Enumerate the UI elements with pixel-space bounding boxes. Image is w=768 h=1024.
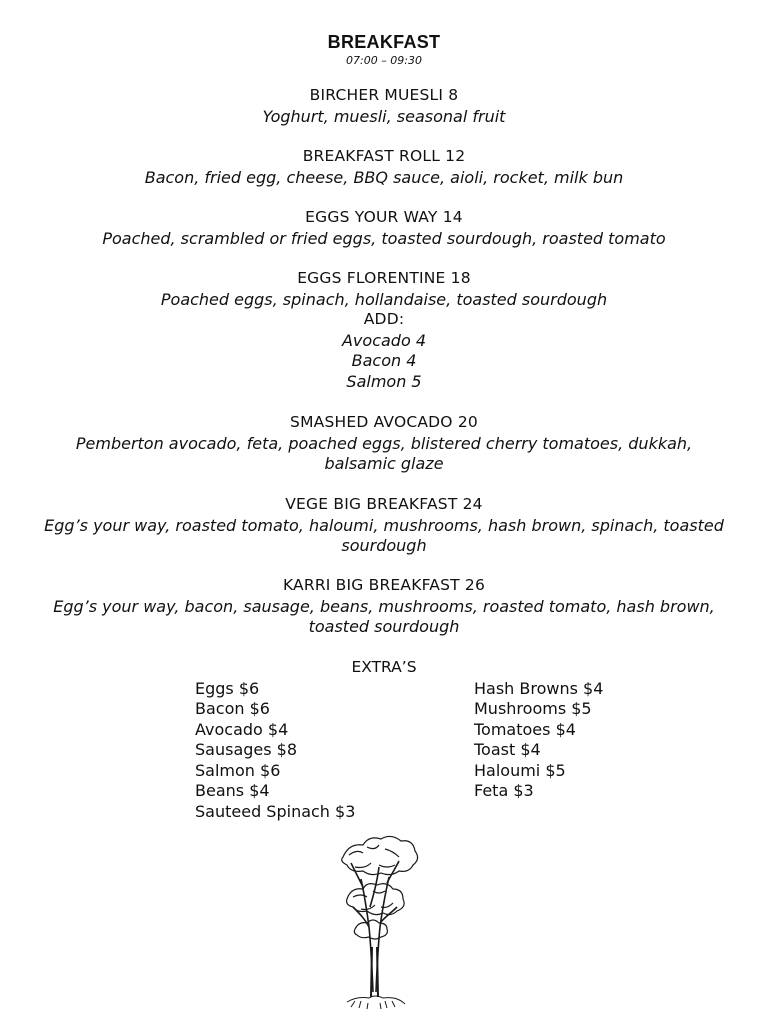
item-description: Poached eggs, spinach, hollandaise, toasted sourdough [160,290,608,309]
item-name: EGGS YOUR WAY 14 [305,208,463,226]
item-description: balsamic glaze [324,454,444,473]
extra-item: Haloumi $5 [474,761,566,780]
item-description: Poached, scrambled or fried eggs, toasted sourdough, roasted tomato [102,229,666,248]
add-option: Salmon 5 [346,372,422,391]
item-name: EGGS FLORENTINE 18 [297,269,471,287]
service-hours: 07:00 – 09:30 [346,54,422,67]
extra-item: Sausages $8 [195,740,298,759]
item-description: Bacon, fried egg, cheese, BBQ sauce, aioli, rocket, milk bun [144,168,624,187]
item-description: Egg’s your way, bacon, sausage, beans, mushrooms, roasted tomato, hash brown, [53,597,715,616]
extra-item: Toast $4 [474,740,541,759]
add-option: Avocado 4 [341,331,426,350]
extra-item: Beans $4 [195,781,270,800]
tree-illustration-icon [325,827,425,1012]
item-description: toasted sourdough [308,617,460,636]
item-name: BIRCHER MUESLI 8 [309,86,459,104]
extra-item: Feta $3 [474,781,534,800]
item-description: sourdough [341,536,427,555]
extra-item: Salmon $6 [195,761,281,780]
add-label: ADD: [363,310,405,328]
item-name: KARRI BIG BREAKFAST 26 [282,576,486,594]
page-title: BREAKFAST [327,32,441,52]
extra-item: Avocado $4 [195,720,289,739]
add-option: Bacon 4 [351,351,417,370]
extra-item: Eggs $6 [195,679,260,698]
extra-item: Bacon $6 [195,699,270,718]
item-name: VEGE BIG BREAKFAST 24 [285,495,483,513]
item-description: Yoghurt, muesli, seasonal fruit [262,107,506,126]
item-name: SMASHED AVOCADO 20 [290,413,478,431]
item-name: BREAKFAST ROLL 12 [302,147,466,165]
extras-heading: EXTRA’S [351,658,417,676]
item-description: Egg’s your way, roasted tomato, haloumi, mushrooms, hash brown, spinach, toasted [44,516,724,535]
extra-item: Mushrooms $5 [474,699,592,718]
extra-item: Sauteed Spinach $3 [195,802,356,821]
extra-item: Tomatoes $4 [474,720,576,739]
extra-item: Hash Browns $4 [474,679,604,698]
item-description: Pemberton avocado, feta, poached eggs, blistered cherry tomatoes, dukkah, [75,434,693,453]
